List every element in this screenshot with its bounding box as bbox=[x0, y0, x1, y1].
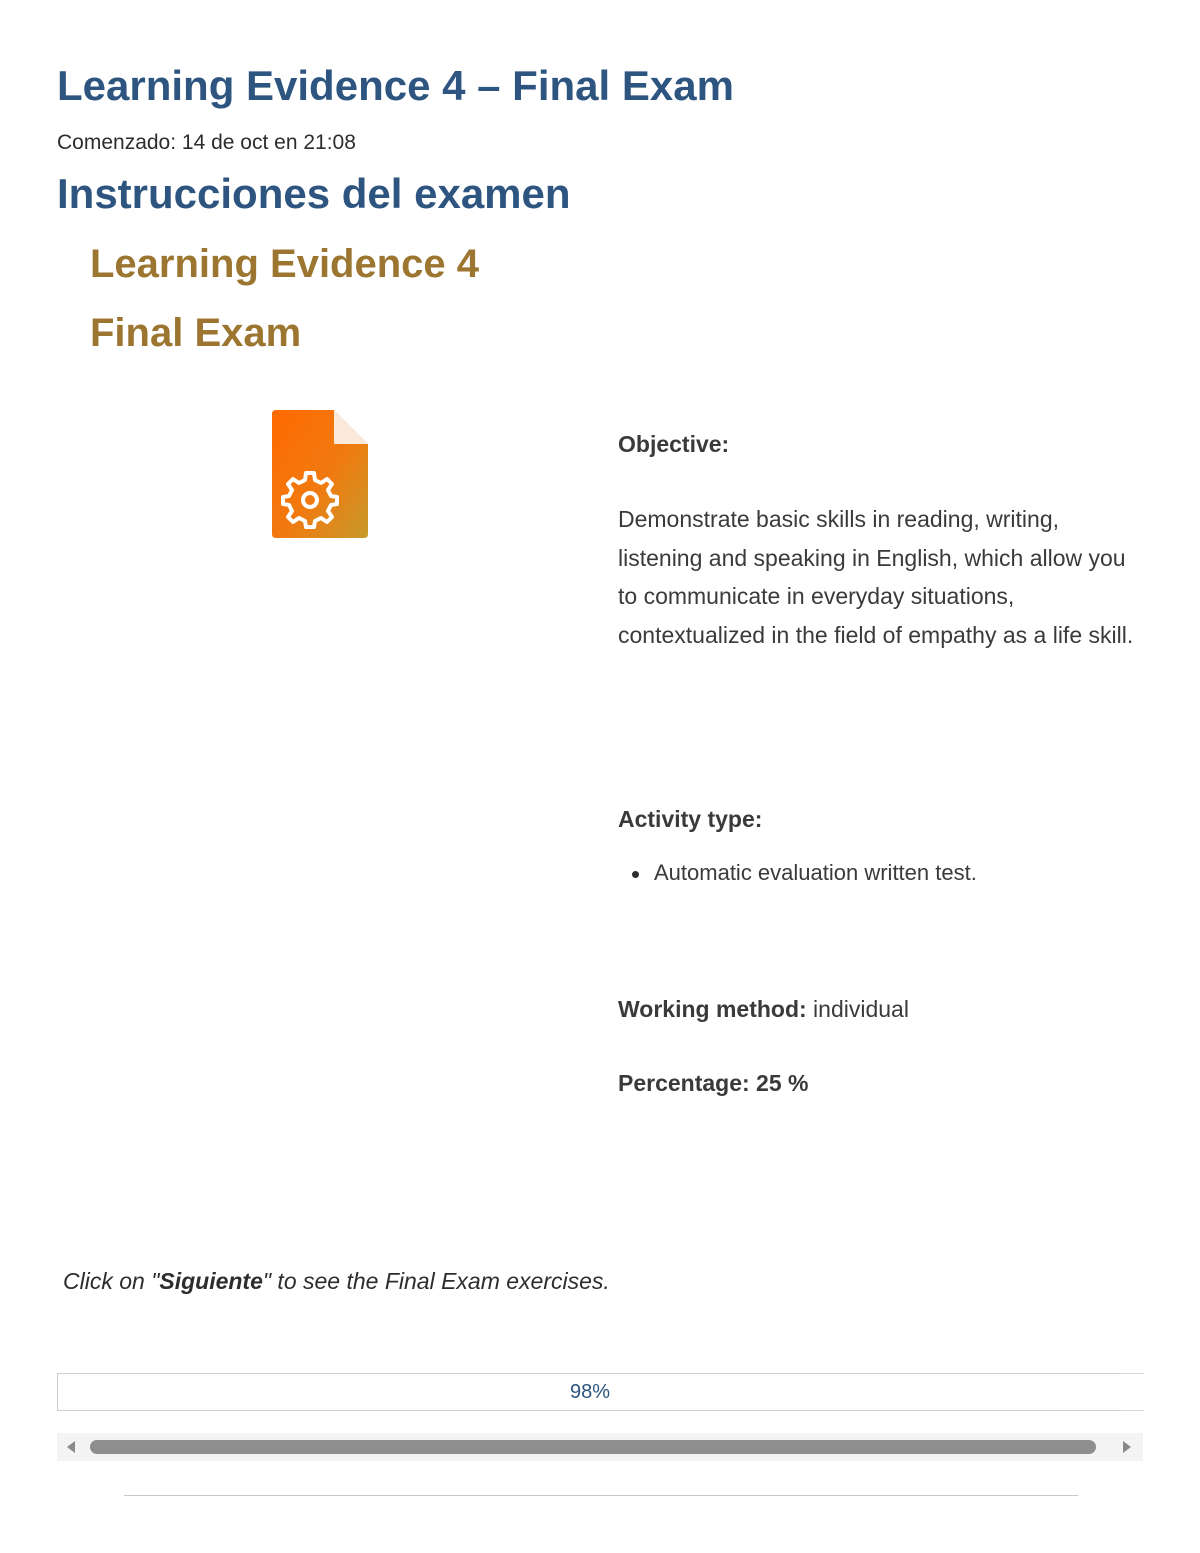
working-method-value: individual bbox=[806, 996, 909, 1022]
objective-label: Objective: bbox=[618, 431, 730, 457]
page-title: Learning Evidence 4 – Final Exam bbox=[57, 62, 734, 109]
horizontal-scrollbar[interactable] bbox=[57, 1433, 1143, 1461]
activity-type-value: Automatic evaluation written test. bbox=[654, 860, 977, 885]
siguiente-text: Siguiente bbox=[159, 1268, 263, 1294]
percentage bbox=[618, 1070, 809, 1097]
list-item bbox=[618, 860, 977, 886]
divider bbox=[124, 1495, 1078, 1496]
progress-bar-edge bbox=[1122, 1373, 1144, 1411]
working-method-label: Working method: bbox=[618, 996, 807, 1022]
scrollbar-thumb[interactable] bbox=[90, 1440, 1096, 1454]
document-gear-icon bbox=[270, 410, 370, 540]
working-method bbox=[618, 996, 909, 1023]
percentage-value: 25 % bbox=[749, 1070, 809, 1096]
activity-type-list bbox=[618, 860, 977, 886]
evidence-heading: Learning Evidence 4 bbox=[90, 242, 480, 286]
percentage-label: Percentage: bbox=[618, 1070, 750, 1096]
section-title: Instrucciones del examen bbox=[57, 170, 571, 217]
scroll-left-icon[interactable] bbox=[67, 1441, 75, 1453]
scroll-right-icon[interactable] bbox=[1123, 1441, 1131, 1453]
started-timestamp: Comenzado: 14 de oct en 21:08 bbox=[57, 131, 356, 154]
progress-bar bbox=[57, 1373, 1123, 1411]
final-exam-heading: Final Exam bbox=[90, 311, 302, 355]
progress-label: 98% bbox=[569, 1381, 611, 1403]
click-instruction bbox=[63, 1268, 610, 1295]
click-instruction-prefix: Click on " bbox=[63, 1268, 160, 1294]
objective-text: Demonstrate basic skills in reading, writing, listening and speaking in English, which allow you to communicate in everyday situations, contextualized in the field of empathy as a life skill. bbox=[618, 506, 1134, 648]
click-instruction-suffix: " to see the Final Exam exercises. bbox=[262, 1268, 610, 1294]
activity-type-label: Activity type: bbox=[618, 806, 763, 832]
bullet-icon bbox=[632, 871, 639, 878]
